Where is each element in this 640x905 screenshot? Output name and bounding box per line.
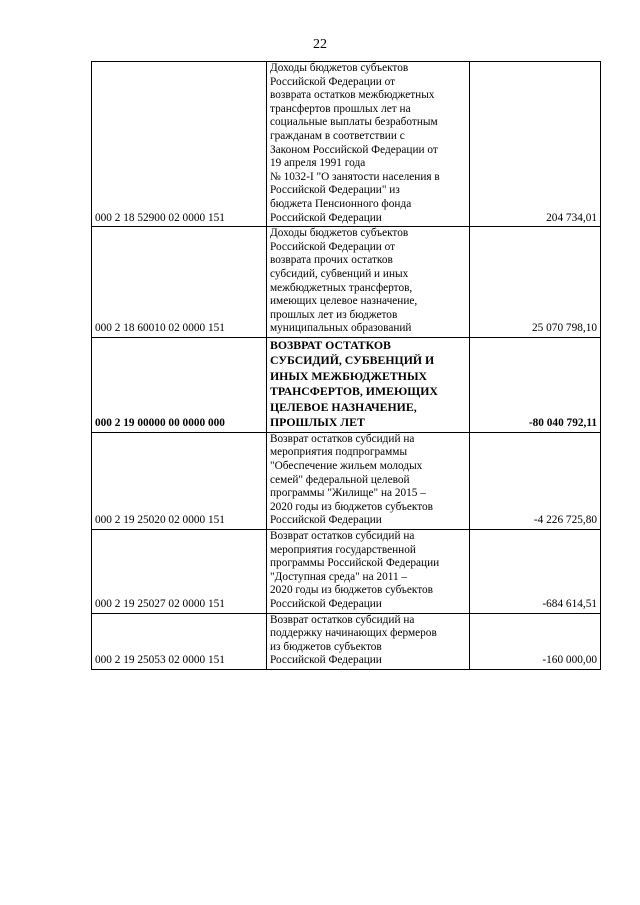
- table-row: [92, 613, 601, 669]
- budget-table: [91, 61, 601, 670]
- income-name-text: Доходы бюджетов субъектов Российской Федерации от возврата остатков межбюджетных трансфертов прошлых лет на социальные выплаты безработным гражданам в соответствии с Законом Российской Федерации от 19 апреля 1991 года № 1032-I "О занятости населения в Российской Федерации" из бюджета Пенсионного фонда Российской Федерации: [270, 62, 440, 224]
- income-name-cell: [267, 227, 470, 338]
- income-name-text: Доходы бюджетов субъектов Российской Федерации от возврата прочих остатков субсидий, субвенций и иных межбюджетных трансфертов, имеющих целевое назначение, прошлых лет из бюджетов муниципальных образований: [270, 227, 418, 335]
- page-number: 22: [313, 37, 327, 52]
- income-name-cell: [267, 337, 470, 432]
- income-name-text: Возврат остатков субсидий на мероприятия подпрограммы "Обеспечение жильем молодых семей" федеральной целевой программы "Жилище" на 2015 – 2020 годы из бюджетов субъектов Российской Федерации: [270, 432, 434, 527]
- amount-cell: 25 070 798,10: [470, 227, 601, 338]
- table-row: [92, 227, 601, 338]
- budget-code-cell: 000 2 18 60010 02 0000 151: [92, 227, 267, 338]
- income-name-text: ВОЗВРАТ ОСТАТКОВ СУБСИДИЙ, СУБВЕНЦИЙ И ИНЫХ МЕЖБЮДЖЕТНЫХ ТРАНСФЕРТОВ, ИМЕЮЩИХ ЦЕЛЕВОЕ НАЗНАЧЕНИЕ, ПРОШЛЫХ ЛЕТ: [270, 337, 438, 430]
- budget-code-cell: 000 2 19 00000 00 0000 000: [92, 337, 267, 432]
- income-name-cell: [267, 613, 470, 669]
- income-name-cell: [267, 432, 470, 529]
- income-name-cell: [267, 530, 470, 614]
- income-name-text: Возврат остатков субсидий на мероприятия государственной программы Российской Федерации "Доступная среда" на 2011 – 2020 годы из бюджетов субъектов Российской Федерации: [270, 530, 440, 610]
- budget-code-cell: 000 2 19 25053 02 0000 151: [92, 613, 267, 669]
- table-row: [92, 432, 601, 529]
- budget-code-cell: 000 2 19 25027 02 0000 151: [92, 530, 267, 614]
- amount-cell: 204 734,01: [470, 62, 601, 227]
- table-row: [92, 337, 601, 432]
- amount-cell: -684 614,51: [470, 530, 601, 614]
- budget-code-cell: 000 2 19 25020 02 0000 151: [92, 432, 267, 529]
- budget-table-body: [92, 62, 601, 670]
- amount-cell: -80 040 792,11: [470, 337, 601, 432]
- table-row: [92, 530, 601, 614]
- amount-cell: -4 226 725,80: [470, 432, 601, 529]
- amount-cell: -160 000,00: [470, 613, 601, 669]
- income-name-text: Возврат остатков субсидий на поддержку начинающих фермеров из бюджетов субъектов Российской Федерации: [270, 613, 437, 667]
- budget-code-cell: 000 2 18 52900 02 0000 151: [92, 62, 267, 227]
- income-name-cell: [267, 62, 470, 227]
- table-row: [92, 62, 601, 227]
